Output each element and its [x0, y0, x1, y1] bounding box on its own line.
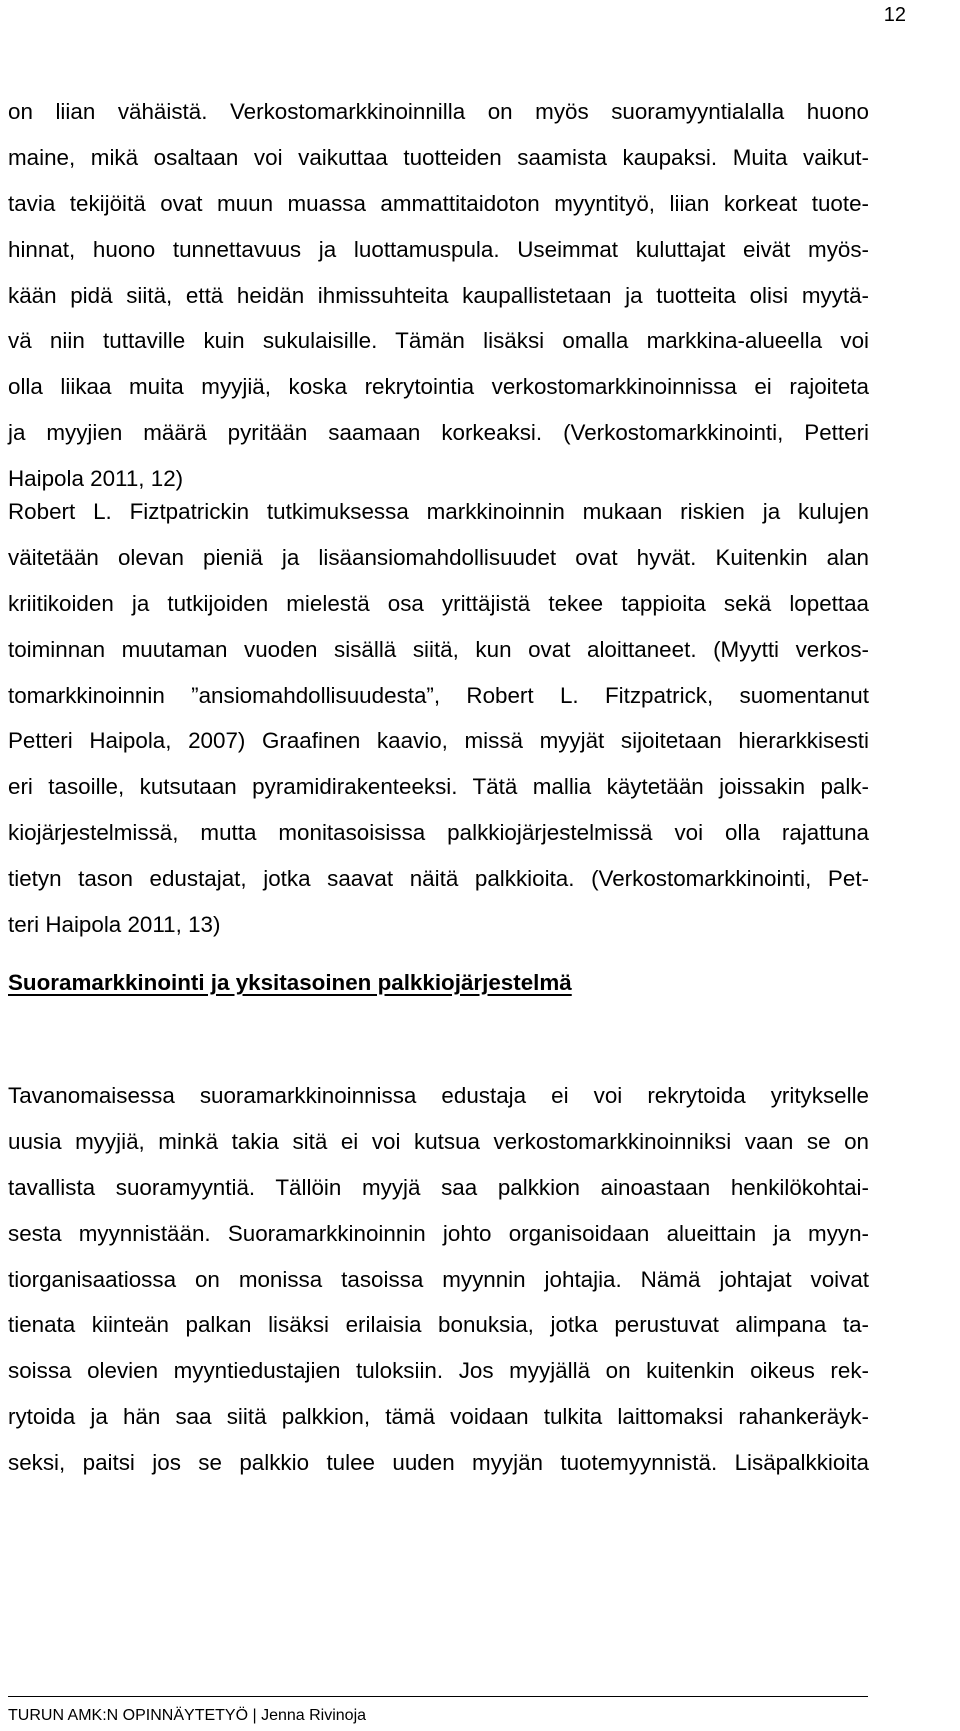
paragraph-line: sesta myynnistään. Suoramarkkinoinnin johto organisoidaan alueittain ja myyn- [8, 1220, 869, 1246]
paragraph-line: kriitikoiden ja tutkijoiden mielestä osa yrittäjistä tekee tappioita sekä lopettaa [8, 590, 869, 616]
paragraph-line: väitetään olevan pieniä ja lisäansiomahdollisuudet ovat hyvät. Kuitenkin alan [8, 544, 869, 570]
paragraph-line: kiojärjestelmissä, mutta monitasoisissa palkkiojärjestelmissä voi olla rajattuna [8, 820, 869, 846]
paragraph-line: ja myyjien määrä pyritään saamaan korkeaksi. (Verkostomarkkinointi, Petteri [8, 420, 869, 446]
paragraph-2 [8, 495, 869, 954]
page-number: 12 [883, 4, 906, 26]
paragraph-line: Tavanomaisessa suoramarkkinoinnissa edustaja ei voi rekrytoida yritykselle [8, 1083, 869, 1108]
paragraph-3 [8, 1079, 869, 1492]
paragraph-line: olla liikaa muita myyjiä, koska rekrytointia verkostomarkkinoinnissa ei rajoiteta [8, 374, 869, 400]
footer-divider [8, 1696, 868, 1697]
paragraph-line: maine, mikä osaltaan voi vaikuttaa tuotteiden saamista kaupaksi. Muita vaikut- [8, 144, 869, 170]
paragraph-line: teri Haipola 2011, 13) [8, 912, 221, 938]
section-heading: Suoramarkkinointi ja yksitasoinen palkkiojärjestelmä [8, 970, 572, 995]
paragraph-line: vä niin tuttaville kuin sukulaisille. Tämän lisäksi omalla markkina-alueella voi [8, 328, 869, 354]
paragraph-1 [8, 95, 869, 508]
paragraph-line: soissa olevien myyntiedustajien tuloksiin. Jos myyjällä on kuitenkin oikeus rek- [8, 1358, 869, 1384]
paragraph-line: tiorganisaatiossa on monissa tasoissa myynnin johtajia. Nämä johtajat voivat [8, 1266, 869, 1292]
paragraph-line: tavia tekijöitä ovat muun muassa ammattitaidoton myyntityö, liian korkeat tuote- [8, 190, 869, 216]
paragraph-line: seksi, paitsi jos se palkkio tulee uuden myyjän tuotemyynnistä. Lisäpalkkioita [8, 1450, 869, 1476]
paragraph-line: Petteri Haipola, 2007) Graafinen kaavio, missä myyjät sijoitetaan hierarkkisesti [8, 728, 869, 754]
paragraph-line: hinnat, huono tunnettavuus ja luottamuspula. Useimmat kuluttajat eivät myös- [8, 236, 869, 262]
paragraph-line: tavallista suoramyyntiä. Tällöin myyjä saa palkkion ainoastaan henkilökohtai- [8, 1174, 869, 1200]
paragraph-line: uusia myyjiä, minkä takia sitä ei voi kutsua verkostomarkkinoinniksi vaan se on [8, 1128, 869, 1154]
paragraph-line: Haipola 2011, 12) [8, 466, 184, 492]
paragraph-line: eri tasoille, kutsutaan pyramidirakenteeksi. Tätä mallia käytetään joissakin palk- [8, 774, 869, 800]
paragraph-line: on liian vähäistä. Verkostomarkkinoinnilla on myös suoramyyntialalla huono [8, 99, 869, 124]
paragraph-line: kään pidä siitä, että heidän ihmissuhteita kaupallistetaan ja tuotteita olisi myytä- [8, 282, 869, 308]
paragraph-line: tienata kiinteän palkan lisäksi erilaisia bonuksia, jotka perustuvat alimpana ta- [8, 1312, 869, 1338]
paragraph-line: toiminnan muutaman vuoden sisällä siitä, kun ovat aloittaneet. (Myytti verkos- [8, 636, 869, 662]
page-footer: TURUN AMK:N OPINNÄYTETYÖ | Jenna Rivinoja [8, 1707, 367, 1724]
paragraph-line: Robert L. Fiztpatrickin tutkimuksessa markkinoinnin mukaan riskien ja kulujen [8, 499, 869, 524]
paragraph-line: tietyn tason edustajat, jotka saavat näitä palkkioita. (Verkostomarkkinointi, Pet- [8, 866, 869, 892]
paragraph-line: tomarkkinoinnin ”ansiomahdollisuudesta”, Robert L. Fitzpatrick, suomentanut [8, 682, 869, 708]
paragraph-line: rytoida ja hän saa siitä palkkion, tämä voidaan tulkita laittomaksi rahankeräyk- [8, 1404, 869, 1430]
